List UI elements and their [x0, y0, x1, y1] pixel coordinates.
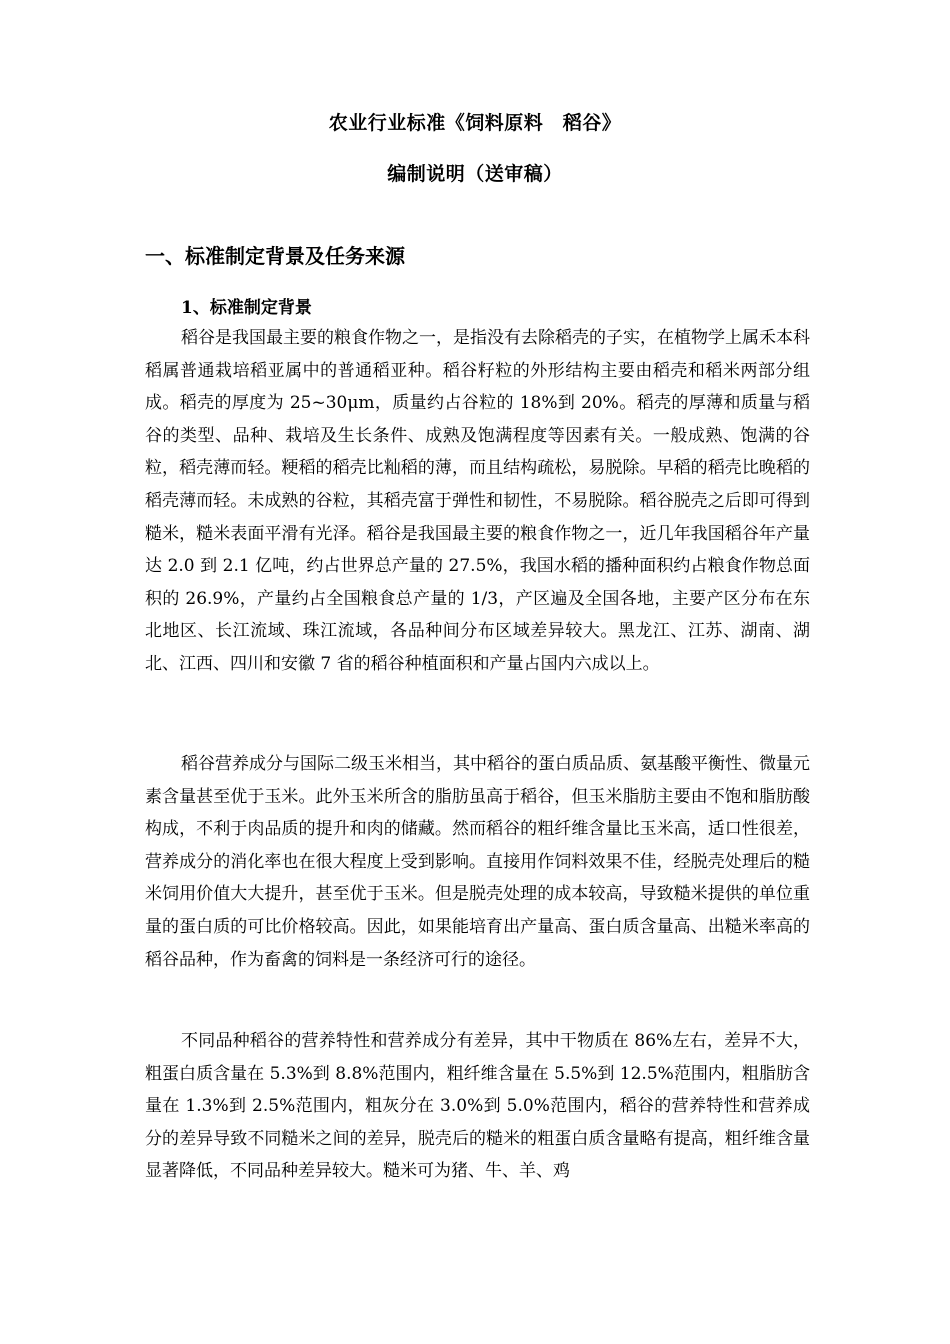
document-title: 农业行业标准《饲料原料 稻谷》: [328, 112, 622, 134]
body-paragraph-3: 不同品种稻谷的营养特性和营养成分有差异，其中干物质在 86%左右，差异不大，粗蛋白质含量在 5.3%到 8.8%范围内，粗纤维含量在 5.5%到 12.5%范围内，粗脂肪含量在 1.3%到 2.5%范围内，粗灰分在 3.0%到 5.0%范围内，稻谷的营养特性和营养成分的差异导致不同糙米之间的差异，脱壳后的糙米的粗蛋白质含量略有提高，粗纤维含量显著降低，不同品种差异较大。糙米可为猪、牛、羊、鸡: [145, 1031, 810, 1182]
document-subtitle: 编制说明（送审稿）: [387, 163, 563, 185]
body-paragraph-2: 稻谷营养成分与国际二级玉米相当，其中稻谷的蛋白质品质、氨基酸平衡性、微量元素含量甚至优于玉米。此外玉米所含的脂肪虽高于稻谷，但玉米脂肪主要由不饱和脂肪酸构成，不利于肉品质的提升和肉的储藏。然而稻谷的粗纤维含量比玉米高，适口性很差，营养成分的消化率也在很大程度上受到影响。直接用作饲料效果不佳，经脱壳处理后的糙米饲用价值大大提升，甚至优于玉米。但是脱壳处理的成本较高，导致糙米提供的单位重量的蛋白质的可比价格较高。因此，如果能培育出产量高、蛋白质含量高、出糙米率高的稻谷品种，作为畜禽的饲料是一条经济可行的途径。: [145, 754, 810, 970]
section-heading: 一、标准制定背景及任务来源: [145, 244, 405, 268]
subsection-heading: 1、标准制定背景: [181, 298, 312, 318]
body-paragraph-1: 稻谷是我国最主要的粮食作物之一，是指没有去除稻壳的子实，在植物学上属禾本科稻属普通栽培稻亚属中的普通稻亚种。稻谷籽粒的外形结构主要由稻壳和稻米两部分组成。稻壳的厚度为 25~30μm，质量约占谷粒的 18%到 20%。稻壳的厚薄和质量与稻谷的类型、品种、栽培及生长条件、成熟及饱满程度等因素有关。一般成熟、饱满的谷粒，稻壳薄而轻。粳稻的稻壳比籼稻的薄，而且结构疏松，易脱除。早稻的稻壳比晚稻的稻壳薄而轻。未成熟的谷粒，其稻壳富于弹性和韧性，不易脱除。稻谷脱壳之后即可得到糙米，糙米表面平滑有光泽。稻谷是我国最主要的粮食作物之一，近几年我国稻谷年产量达 2.0 到 2.1 亿吨，约占世界总产量的 27.5%，我国水稻的播种面积约占粮食作物总面积的 26.9%，产量约占全国粮食总产量的 1/3，产区遍及全国各地，主要产区分布在东北地区、长江流域、珠江流域，各品种间分布区域差异较大。黑龙江、江苏、湖南、湖北、江西、四川和安徽 7 省的稻谷种植面积和产量占国内六成以上。: [145, 328, 811, 674]
